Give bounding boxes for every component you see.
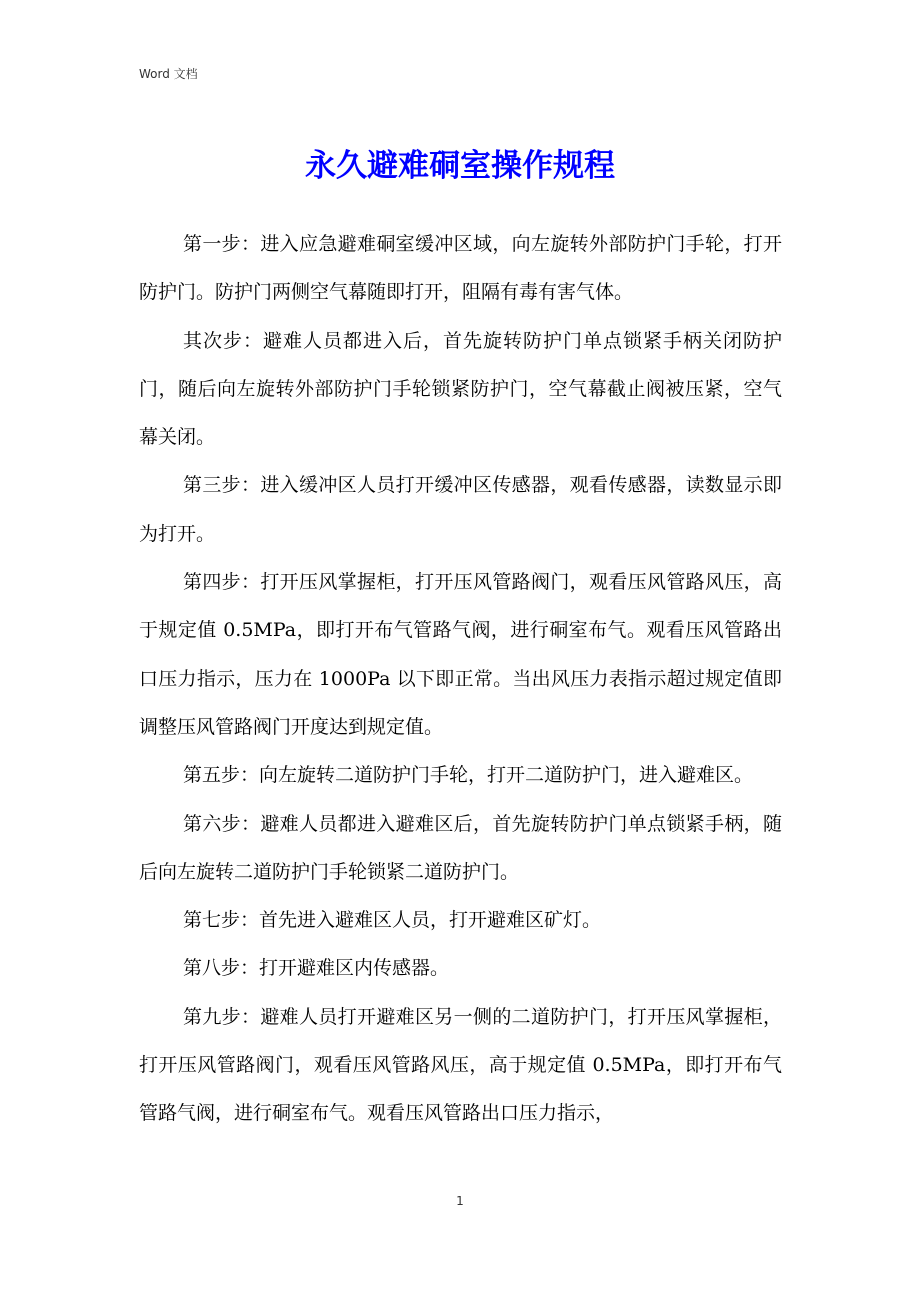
paragraph-step-1: 第一步：进入应急避难硐室缓冲区域，向左旋转外部防护门手轮，打开防护门。防护门两侧空气幕随即打开，阻隔有毒有害气体。 — [139, 233, 782, 304]
paragraph-step-5: 第五步：向左旋转二道防护门手轮，打开二道防护门，进入避难区。 — [183, 764, 754, 787]
paragraph-step-3: 第三步：进入缓冲区人员打开缓冲区传感器，观看传感器，读数显示即为打开。 — [139, 474, 782, 545]
header-label: Word 文档 — [139, 67, 198, 81]
paragraph-step-6: 第六步：避难人员都进入避难区后，首先旋转防护门单点锁紧手柄，随后向左旋转二道防护门手轮锁紧二道防护门。 — [139, 812, 782, 883]
paragraph-step-2: 其次步：避难人员都进入后，首先旋转防护门单点锁紧手柄关闭防护门，随后向左旋转外部防护门手轮锁紧防护门，空气幕截止阀被压紧，空气幕关闭。 — [139, 329, 782, 449]
document-title: 永久避难硐室操作规程 — [305, 148, 615, 184]
paragraph-step-8: 第八步：打开避难区内传感器。 — [183, 957, 450, 980]
document-body — [139, 220, 782, 1138]
paragraph-step-7: 第七步：首先进入避难区人员，打开避难区矿灯。 — [183, 909, 602, 932]
paragraph-step-4: 第四步：打开压风掌握柜，打开压风管路阀门，观看压风管路风压，高于规定值 0.5MPa，即打开布气管路气阀，进行硐室布气。观看压风管路出口压力指示，压力在 1000Pa 以下即正常。当出风压力表指示超过规定值即调整压风管路阀门开度达到规定值。 — [139, 571, 782, 738]
page-number: 1 — [456, 1194, 464, 1208]
paragraph-step-9: 第九步：避难人员打开避难区另一侧的二道防护门，打开压风掌握柜，打开压风管路阀门，观看压风管路风压，高于规定值 0.5MPa，即打开布气管路气阀，进行硐室布气。观看压风管路出口压力指示， — [139, 1005, 782, 1125]
